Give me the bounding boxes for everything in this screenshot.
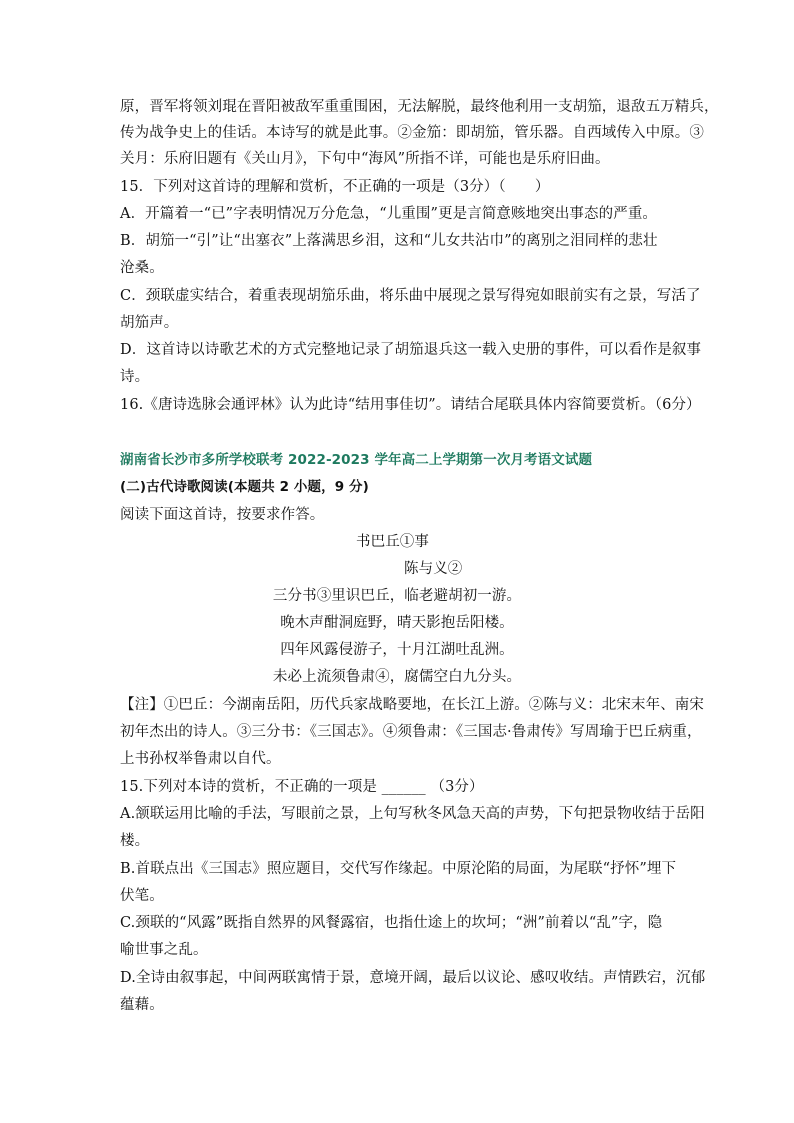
option-d: D．这首诗以诗歌艺术的方式完整地记录了胡笳退兵这一载入史册的事件，可以看作是叙事 xyxy=(120,342,702,358)
poem-title: 书巴丘①事 xyxy=(356,534,429,550)
subsection-heading: (二)古代诗歌阅读(本题共 2 小题，9 分) xyxy=(120,479,369,495)
notes-line: 上书孙权举鲁肃以自代。 xyxy=(120,751,281,767)
option-d: D.全诗由叙事起，中间两联寓情于景，意境开阔，最后以议论、感叹收结。声情跌宕，沉郁 xyxy=(120,970,706,986)
poem-line: 晚木声酣洞庭野，晴天影抱岳阳楼。 xyxy=(280,615,514,631)
option-c-cont: 喻世事之乱。 xyxy=(120,942,208,958)
note-text-line: 关月：乐府旧题有《关山月》，下句中“海风”所指不详，可能也是乐府旧曲。 xyxy=(120,151,610,167)
option-d-cont: 蕴藉。 xyxy=(120,997,164,1013)
option-b: B.首联点出《三国志》照应题目，交代写作缘起。中原沦陷的局面，为尾联“抒怀”埋下 xyxy=(120,861,677,877)
option-b-cont: 伏笔。 xyxy=(120,888,164,904)
notes-line: 【注】①巴丘：今湖南岳阳，历代兵家战略要地，在长江上游。②陈与义：北宋末年、南宋 xyxy=(120,697,704,713)
poem-line: 未必上流须鲁肃④，腐儒空白九分头。 xyxy=(272,669,522,685)
option-c: C.颈联的“风露”既指自然界的风餐露宿，也指仕途上的坎坷；“洲”前着以“乱”字，隐 xyxy=(120,915,663,931)
instruction: 阅读下面这首诗，按要求作答。 xyxy=(120,507,325,523)
option-a-cont: 楼。 xyxy=(120,833,150,849)
option-c: C．颈联虚实结合，着重表现胡笳乐曲，将乐曲中展现之景写得宛如眼前实有之景，写活了 xyxy=(120,288,701,304)
note-text-line: 原，晋军将领刘琨在晋阳被敌军重重围困，无法解脱，最终他利用一支胡笳，退敌五万精兵， xyxy=(120,99,719,115)
option-d-cont: 诗。 xyxy=(120,369,150,385)
question-16: 16.《唐诗选脉会通评林》认为此诗“结用事佳切”。请结合尾联具体内容简要赏析。（6分） xyxy=(120,397,701,413)
note-text-line: 传为战争史上的佳话。本诗写的就是此事。②金笳：即胡笳，管乐器。自西域传入中原。③ xyxy=(120,125,704,141)
poem-line: 四年风露侵游子，十月江湖吐乱洲。 xyxy=(280,642,514,658)
option-c-cont: 胡笳声。 xyxy=(120,315,179,331)
question-15b-stem: 15.下列对本诗的赏析，不正确的一项是 ______ （3分） xyxy=(120,779,484,795)
question-15-stem: 15．下列对这首诗的理解和赏析，不正确的一项是（3分）（ ） xyxy=(120,179,550,195)
poem-author: 陈与义② xyxy=(404,561,463,577)
poem-line: 三分书③里识巴丘，临老避胡初一游。 xyxy=(272,588,522,604)
notes-line: 初年杰出的诗人。③三分书：《三国志》。④须鲁肃：《三国志·鲁肃传》写周瑜于巴丘病重， xyxy=(120,724,702,740)
option-a: A．开篇着一“已”字表明情况万分危急，“儿重围”更是言简意赅地突出事态的严重。 xyxy=(120,206,658,222)
section-title: 湖南省长沙市多所学校联考 2022-2023 学年高二上学期第一次月考语文试题 xyxy=(120,452,593,468)
option-a: A.颔联运用比喻的手法，写眼前之景，上句写秋冬风急天高的声势，下句把景物收结于岳阳 xyxy=(120,806,705,822)
option-b: B．胡笳一“引”让“出塞衣”上落满思乡泪，这和“儿女共沾巾”的离别之泪同样的悲壮 xyxy=(120,233,658,249)
option-b-cont: 沧桑。 xyxy=(120,260,164,276)
